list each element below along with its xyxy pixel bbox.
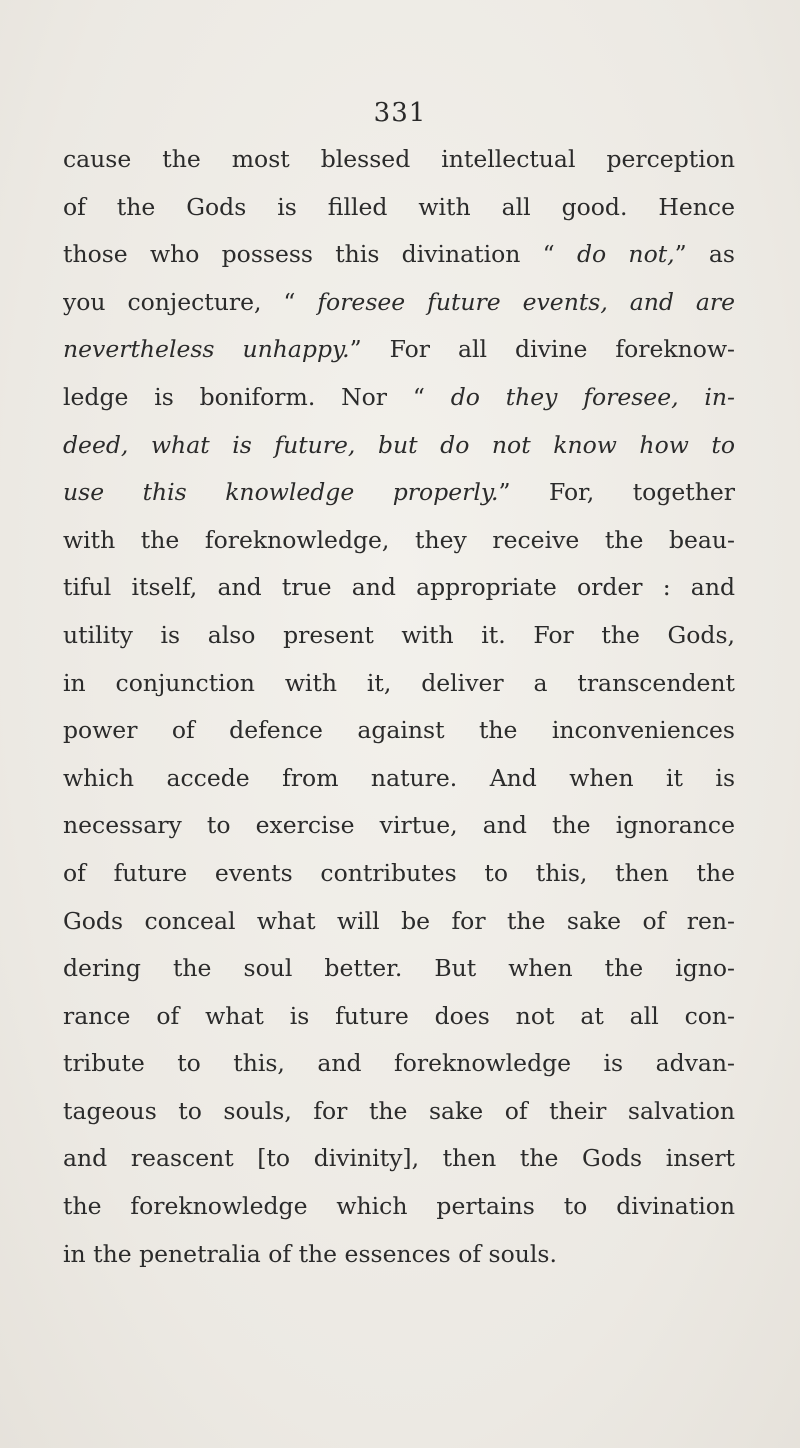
italic-run: nevertheless unhappy. — [63, 335, 350, 364]
text-run: the foreknowledge which pertains to divination — [63, 1192, 735, 1221]
italic-run: do not, — [576, 240, 675, 269]
text-line — [63, 993, 735, 1041]
text-line — [63, 136, 735, 184]
body-text — [63, 136, 735, 1278]
text-line — [63, 755, 735, 803]
text-line — [63, 469, 735, 517]
text-line — [63, 1183, 735, 1231]
text-line — [63, 945, 735, 993]
text-line — [63, 564, 735, 612]
text-run: and reascent [to divinity], then the Gods insert — [63, 1144, 735, 1173]
text-line — [63, 1135, 735, 1183]
italic-run: do they foresee, in- — [450, 382, 735, 411]
text-line — [63, 898, 735, 946]
text-line — [63, 231, 735, 279]
text-run: rance of what is future does not at all con- — [63, 1001, 735, 1030]
text-run: cause the most blessed intellectual perception — [63, 145, 735, 173]
text-line — [63, 422, 735, 470]
text-line — [63, 707, 735, 755]
text-line — [63, 1040, 735, 1088]
italic-run: use this knowledge properly. — [63, 478, 499, 507]
italic-run: deed, what is future, but do not know how to — [63, 430, 735, 459]
text-line — [63, 1231, 735, 1279]
text-run: of future events contributes to this, then the — [63, 858, 735, 887]
text-line — [63, 279, 735, 327]
text-run: Gods conceal what will be for the sake of ren- — [63, 906, 735, 935]
text-run: which accede from nature. And when it is — [63, 763, 735, 792]
italic-run: foresee future events, and are — [317, 287, 735, 316]
text-run: tiful itself, and true and appropriate order : and — [63, 573, 735, 602]
text-run: necessary to exercise virtue, and the ignorance — [63, 811, 735, 840]
text-run: ” as — [674, 240, 735, 269]
text-run: dering the soul better. But when the igno- — [63, 954, 735, 983]
text-line — [63, 374, 735, 422]
text-run: tribute to this, and foreknowledge is advan- — [63, 1049, 735, 1078]
text-run: ” For, together — [498, 478, 735, 507]
text-run: in the penetralia of the essences of souls. — [63, 1239, 557, 1268]
text-run: in conjunction with it, deliver a transcendent — [63, 668, 735, 697]
text-line — [63, 1088, 735, 1136]
page-number: 331 — [373, 98, 427, 128]
text-line — [63, 802, 735, 850]
text-run: ledge is boniform. Nor “ — [63, 382, 451, 411]
text-run: ” For all divine foreknow- — [349, 335, 735, 364]
text-run: those who possess this divination “ — [63, 240, 577, 269]
text-line — [63, 326, 735, 374]
text-line — [63, 517, 735, 565]
text-run: power of defence against the inconveniences — [63, 716, 735, 745]
text-run: utility is also present with it. For the Gods, — [63, 620, 735, 649]
text-line — [63, 612, 735, 660]
text-line — [63, 184, 735, 232]
text-run: you conjecture, “ — [63, 287, 318, 316]
text-run: with the foreknowledge, they receive the beau- — [63, 525, 735, 554]
text-run: of the Gods is filled with all good. Hence — [63, 192, 735, 221]
text-line — [63, 850, 735, 898]
text-line — [63, 660, 735, 708]
text-run: tageous to souls, for the sake of their salvation — [63, 1096, 735, 1125]
